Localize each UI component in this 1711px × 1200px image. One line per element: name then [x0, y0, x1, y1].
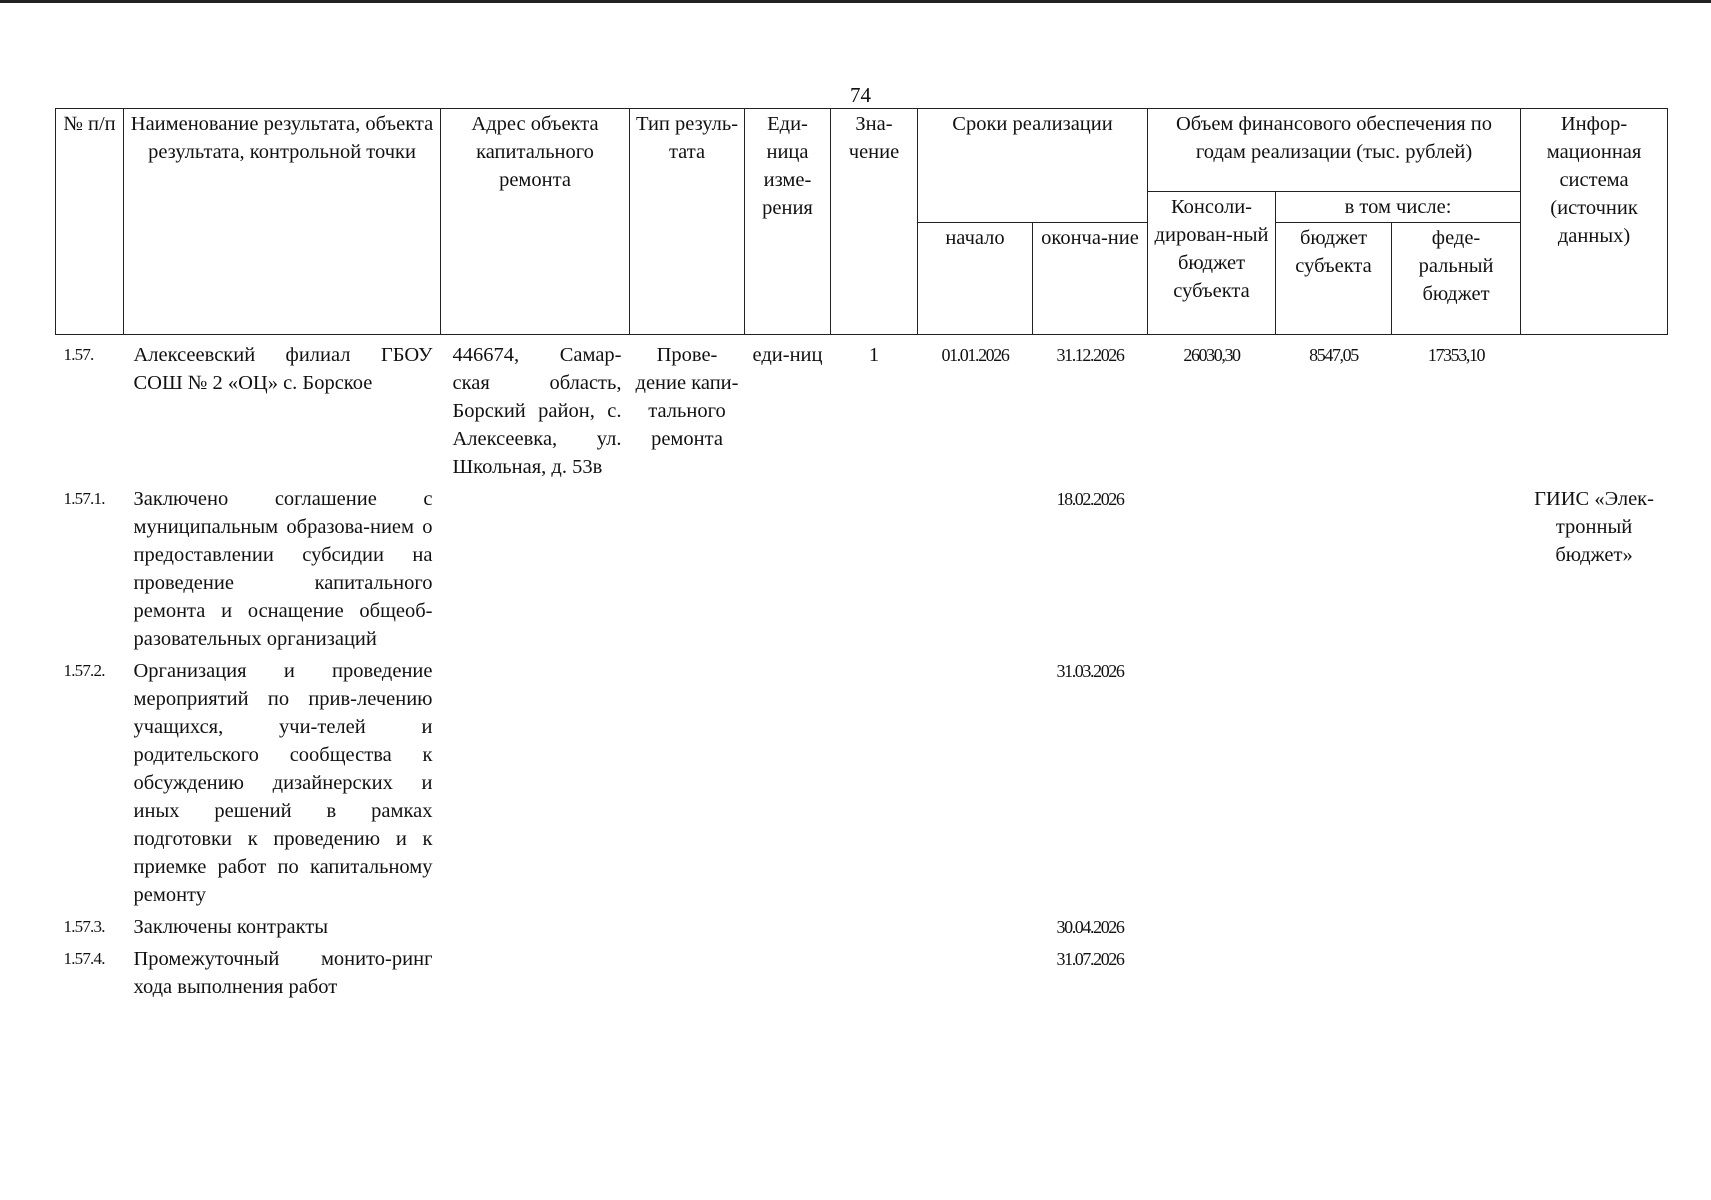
row-federal-budget [1392, 911, 1521, 943]
row-subject-budget [1276, 655, 1392, 911]
row-start [918, 483, 1033, 655]
row-subject-budget [1276, 911, 1392, 943]
scan-top-edge [0, 0, 1711, 3]
row-type: Прове-дение капи-тального ремонта [635, 344, 739, 450]
row-subject-budget [1276, 483, 1392, 655]
row-start [918, 943, 1033, 1003]
table-row [56, 655, 1668, 911]
row-address [441, 911, 630, 943]
header-unit: Еди-ница изме-рения [745, 109, 831, 335]
row-num: 1.57.3. [63, 917, 105, 936]
row-consolidated [1148, 911, 1276, 943]
header-consolidated: Консоли-дирован-ный бюджет субъекта [1148, 192, 1276, 335]
header-date-start: начало [918, 223, 1033, 335]
row-start [918, 655, 1033, 911]
row-consolidated: 26030,30 [1183, 345, 1240, 365]
row-subject-budget [1276, 943, 1392, 1003]
header-address: Адрес объекта капитального ремонта [441, 109, 630, 335]
row-start [918, 911, 1033, 943]
row-end: 31.03.2026 [1056, 661, 1124, 681]
row-unit [745, 655, 831, 911]
header-name: Наименование результата, объекта результата, контрольной точки [124, 109, 441, 335]
header-federal-budget: феде-ральный бюджет [1392, 223, 1521, 335]
header-info-system: Инфор-мационная система (источник данных) [1521, 109, 1668, 335]
row-federal-budget [1392, 483, 1521, 655]
header-value: Зна-чение [831, 109, 918, 335]
row-num: 1.57.2. [63, 661, 105, 680]
row-name: Промежуточный монито-ринг хода выполнения работ [133, 948, 433, 998]
row-num: 1.57.1. [63, 489, 105, 508]
row-name: Заключены контракты [133, 916, 328, 938]
row-unit [745, 911, 831, 943]
header-num: № п/п [56, 109, 124, 335]
header-including: в том числе: [1276, 192, 1521, 223]
row-end: 31.12.2026 [1056, 345, 1124, 365]
row-unit [745, 483, 831, 655]
row-address [441, 943, 630, 1003]
row-federal-budget [1392, 655, 1521, 911]
header-type: Тип резуль-тата [630, 109, 745, 335]
row-num: 1.57. [63, 345, 94, 364]
row-unit [745, 943, 831, 1003]
row-info-system [1521, 911, 1668, 943]
row-consolidated [1148, 943, 1276, 1003]
row-name: Алексеевский филиал ГБОУ СОШ № 2 «ОЦ» с. Борское [133, 344, 433, 394]
row-type [630, 655, 745, 911]
row-value [831, 655, 918, 911]
row-federal-budget [1392, 943, 1521, 1003]
row-name: Заключено соглашение с муниципальным образова-нием о предоставлении субсидии на проведение капитального ремонта и оснащение общеоб-разовательных организаций [133, 488, 433, 650]
row-value [831, 911, 918, 943]
row-type [630, 483, 745, 655]
results-table [55, 108, 1668, 1003]
row-address [441, 655, 630, 911]
row-info-system [1521, 943, 1668, 1003]
row-consolidated [1148, 483, 1276, 655]
header-date-end: оконча-ние [1033, 223, 1148, 335]
row-federal-budget: 17353,10 [1427, 345, 1485, 365]
row-unit: еди-ниц [752, 344, 823, 366]
table-row [56, 483, 1668, 655]
table-row [56, 911, 1668, 943]
row-address: 446674, Самар-ская область, Борский район, с. Алексеевка, ул. Школьная, д. 53в [452, 344, 622, 478]
row-end: 30.04.2026 [1056, 917, 1124, 937]
row-num: 1.57.4. [63, 949, 105, 968]
row-info-system: ГИИС «Элек-тронный бюджет» [1534, 488, 1654, 566]
row-start: 01.01.2026 [941, 345, 1009, 365]
table-row [56, 335, 1668, 484]
row-info-system [1521, 335, 1668, 484]
header-subject-budget: бюджет субъекта [1276, 223, 1392, 335]
header-finance: Объем финансового обеспечения по годам реализации (тыс. рублей) [1148, 109, 1521, 192]
row-info-system [1521, 655, 1668, 911]
page-number: 74 [850, 83, 871, 107]
row-end: 31.07.2026 [1056, 949, 1124, 969]
row-name: Организация и проведение мероприятий по прив-лечению учащихся, учи-телей и родительского сообщества к обсуждению дизайнерских и иных решений в рамках подготовки к проведению и к приемке работ по капитальному ремонту [133, 660, 433, 906]
row-address [441, 483, 630, 655]
table-row [56, 943, 1668, 1003]
row-value [831, 943, 918, 1003]
header-dates: Сроки реализации [918, 109, 1148, 223]
row-value [831, 483, 918, 655]
row-type [630, 911, 745, 943]
row-consolidated [1148, 655, 1276, 911]
row-type [630, 943, 745, 1003]
row-end: 18.02.2026 [1056, 489, 1124, 509]
row-value: 1 [868, 344, 880, 366]
row-subject-budget: 8547,05 [1309, 345, 1358, 365]
